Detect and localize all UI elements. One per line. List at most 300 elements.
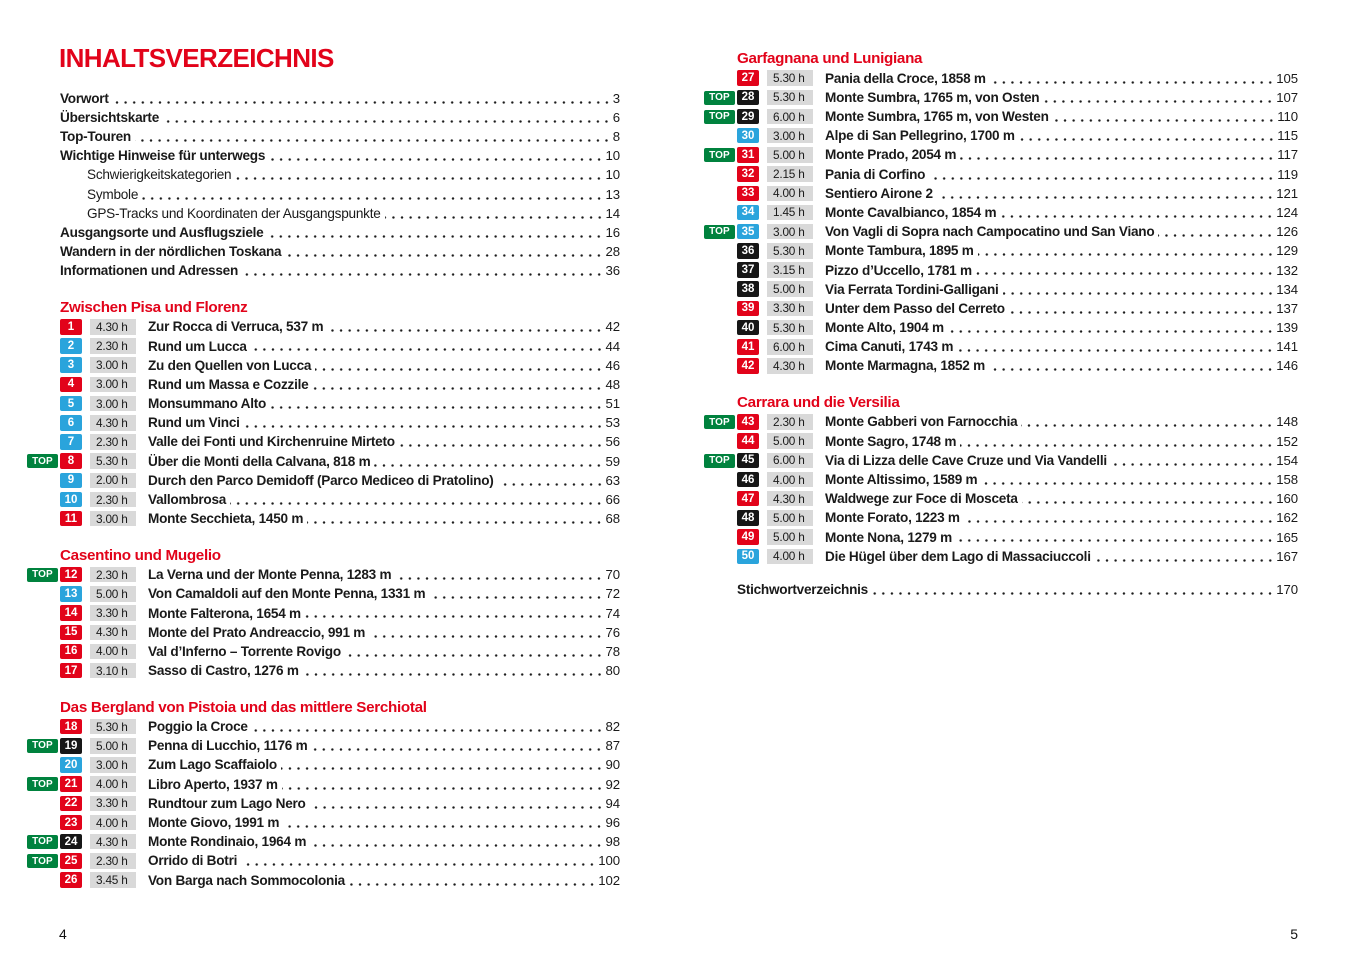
- tour-page-number: 51: [605, 396, 620, 412]
- tour-number-badge: 47: [737, 491, 759, 507]
- tour-page-number: 154: [1276, 452, 1298, 468]
- tour-title: Monte Tambura, 1895 m: [825, 243, 974, 259]
- tour-duration: 3.00 h: [90, 757, 136, 773]
- tour-number-badge: 38: [737, 281, 759, 297]
- tour-duration: 3.30 h: [767, 301, 813, 317]
- tour-duration: 4.00 h: [767, 549, 813, 565]
- tour-page-number: 139: [1276, 320, 1298, 336]
- front-matter-row: [60, 108, 620, 127]
- tour-duration: 2.15 h: [767, 166, 813, 182]
- tour-page-number: 92: [605, 776, 620, 792]
- top-tour-badge: TOP: [27, 854, 58, 868]
- tour-number-badge: 48: [737, 510, 759, 526]
- front-matter-label: Wandern in der nördlichen Toskana: [60, 244, 282, 260]
- tour-duration: 6.00 h: [767, 109, 813, 125]
- dot-leader: [1111, 462, 1274, 467]
- toc-tour-row: [737, 69, 1298, 88]
- tour-title: Waldwege zur Foce di Mosceta: [825, 491, 1018, 507]
- toc-tour-row: [60, 317, 620, 336]
- toc-tour-row: [60, 490, 620, 509]
- tour-duration: 4.00 h: [767, 472, 813, 488]
- toc-tour-row: [737, 184, 1298, 203]
- tour-duration: 5.30 h: [90, 719, 136, 735]
- dot-leader: [872, 591, 1274, 596]
- tour-duration: 2.30 h: [90, 853, 136, 869]
- toc-tour-row: [709, 451, 1298, 470]
- tour-page-number: 82: [605, 719, 620, 735]
- dot-leader: [1021, 423, 1274, 428]
- dot-leader: [142, 196, 603, 201]
- dot-leader: [960, 443, 1274, 448]
- tour-page-number: 132: [1276, 262, 1298, 278]
- top-tour-badge: TOP: [27, 454, 58, 468]
- dot-leader: [989, 367, 1274, 372]
- tour-page-number: 56: [605, 434, 620, 450]
- tour-page-number: 70: [605, 567, 620, 583]
- tour-number-badge: 31: [737, 147, 759, 163]
- dot-leader: [960, 156, 1275, 161]
- tour-duration: 6.00 h: [767, 339, 813, 355]
- front-matter-label: Informationen und Adressen: [60, 263, 239, 279]
- toc-section: [32, 546, 620, 680]
- toc-tour-row: [60, 794, 620, 813]
- toc-tour-row: [32, 565, 620, 584]
- dot-leader: [267, 234, 603, 239]
- tour-title: Sasso di Castro, 1276 m: [148, 663, 299, 679]
- tour-number-badge: 15: [60, 625, 82, 641]
- tour-duration: 5.30 h: [767, 70, 813, 86]
- index-entry-row: [737, 580, 1298, 599]
- tour-title: Val d’Inferno – Torrente Rovigo: [148, 643, 341, 659]
- tour-duration: 1.45 h: [767, 205, 813, 221]
- tour-title: Zur Rocca di Verruca, 537 m: [148, 319, 324, 335]
- toc-tour-row: [32, 832, 620, 851]
- tour-duration: 4.30 h: [90, 834, 136, 850]
- tour-page-number: 68: [605, 511, 620, 527]
- tour-page-number: 90: [605, 757, 620, 773]
- dot-leader: [281, 766, 604, 771]
- section-heading: Carrara und die Versilia: [737, 394, 900, 412]
- top-tour-badge: TOP: [704, 91, 735, 105]
- dot-leader: [310, 805, 604, 810]
- tour-number-badge: 11: [60, 511, 82, 527]
- tour-title: Orrido di Botri: [148, 853, 238, 869]
- tour-page-number: 76: [605, 624, 620, 640]
- tour-title: Monte Prado, 2054 m: [825, 147, 957, 163]
- dot-leader: [964, 519, 1275, 524]
- toc-tour-row: [709, 88, 1298, 107]
- tour-duration: 3.30 h: [90, 605, 136, 621]
- toc-tour-row: [60, 603, 620, 622]
- toc-tour-row: [60, 509, 620, 528]
- dot-leader: [252, 728, 604, 733]
- dot-leader: [395, 576, 603, 581]
- dot-leader: [270, 405, 603, 410]
- tour-duration: 2.30 h: [90, 492, 136, 508]
- dot-leader: [1158, 233, 1274, 238]
- tour-number-badge: 27: [737, 70, 759, 86]
- tour-number-badge: 7: [60, 434, 82, 450]
- tour-duration: 5.30 h: [767, 320, 813, 336]
- top-tour-badge: TOP: [27, 739, 58, 753]
- tour-duration: 5.00 h: [767, 510, 813, 526]
- dot-leader: [241, 862, 596, 867]
- tour-page-number: 148: [1276, 414, 1298, 430]
- dot-leader: [312, 386, 603, 391]
- tour-page-number: 105: [1276, 70, 1298, 86]
- tour-page-number: 102: [598, 872, 620, 888]
- tour-page-number: 78: [605, 643, 620, 659]
- toc-tour-row: [709, 412, 1298, 431]
- tour-duration: 5.00 h: [90, 738, 136, 754]
- tour-page-number: 167: [1276, 548, 1298, 564]
- tour-duration: 3.00 h: [90, 377, 136, 393]
- top-tour-badge: TOP: [704, 148, 735, 162]
- tour-page-number: 48: [605, 376, 620, 392]
- tour-page-number: 46: [605, 357, 620, 373]
- tour-page-number: 115: [1277, 128, 1298, 144]
- tour-number-badge: 50: [737, 549, 759, 565]
- dot-leader: [385, 215, 604, 220]
- toc-tour-row: [60, 813, 620, 832]
- toc-tour-row: [60, 623, 620, 642]
- tour-title: Monte Giovo, 1991 m: [148, 815, 280, 831]
- tour-title: Valle dei Fonti und Kirchenruine Mirteto: [148, 434, 395, 450]
- tour-duration: 2.00 h: [90, 473, 136, 489]
- tour-page-number: 94: [605, 795, 620, 811]
- toc-tour-row: [737, 318, 1298, 337]
- tour-number-badge: 40: [737, 320, 759, 336]
- tour-number-badge: 10: [60, 492, 82, 508]
- dot-leader: [251, 347, 604, 352]
- toc-tour-row: [60, 584, 620, 603]
- top-tour-badge: TOP: [27, 777, 58, 791]
- front-matter-row: [60, 185, 620, 204]
- toc-tour-row: [737, 260, 1298, 279]
- dot-leader: [235, 176, 603, 181]
- dot-leader: [1043, 99, 1274, 104]
- tour-page-number: 42: [605, 319, 620, 335]
- tour-title: Über die Monti della Calvana, 818 m: [148, 453, 371, 469]
- tour-page-number: 158: [1276, 472, 1298, 488]
- section-heading: Casentino und Mugelio: [60, 546, 221, 564]
- toc-left-column: [32, 89, 620, 890]
- tour-number-badge: 43: [737, 414, 759, 430]
- tour-duration: 2.30 h: [90, 434, 136, 450]
- dot-leader: [269, 157, 603, 162]
- tour-number-badge: 41: [737, 339, 759, 355]
- tour-title: Pizzo d’Uccello, 1781 m: [825, 262, 972, 278]
- tour-duration: 5.00 h: [767, 433, 813, 449]
- front-matter-label: Übersichtskarte: [60, 109, 160, 125]
- tour-number-badge: 23: [60, 815, 82, 831]
- tour-title: Monte Falterona, 1654 m: [148, 605, 301, 621]
- tour-title: Sentiero Airone 2: [825, 185, 933, 201]
- tour-number-badge: 30: [737, 128, 759, 144]
- tour-duration: 5.30 h: [90, 453, 136, 469]
- front-matter-row: [60, 165, 620, 184]
- tour-page-number: 110: [1277, 109, 1298, 125]
- front-matter-page-number: 10: [605, 167, 620, 183]
- top-tour-badge: TOP: [704, 415, 735, 429]
- tour-title: Zum Lago Scaffaiolo: [148, 757, 277, 773]
- toc-tour-row: [737, 203, 1298, 222]
- toc-tour-row: [60, 661, 620, 680]
- tour-number-badge: 6: [60, 415, 82, 431]
- page-number-right: 5: [1290, 926, 1298, 942]
- tour-title: Via di Lizza delle Cave Cruze und Via Vandelli: [825, 452, 1107, 468]
- dot-leader: [242, 272, 603, 277]
- tour-number-badge: 37: [737, 262, 759, 278]
- tour-title: Von Barga nach Sommocolonia: [148, 872, 345, 888]
- dot-leader: [283, 824, 603, 829]
- toc-tour-row: [737, 337, 1298, 356]
- tour-number-badge: 9: [60, 473, 82, 489]
- dot-leader: [349, 882, 596, 887]
- tour-number-badge: 28: [737, 90, 759, 106]
- front-matter-page-number: 10: [605, 148, 620, 164]
- toc-section: [32, 698, 620, 890]
- tour-page-number: 80: [605, 663, 620, 679]
- toc-tour-row: [737, 547, 1298, 566]
- tour-duration: 3.00 h: [767, 224, 813, 240]
- tour-number-badge: 24: [60, 834, 82, 850]
- index-entry-label: Stichwortverzeichnis: [737, 581, 868, 597]
- dot-leader: [135, 138, 611, 143]
- toc-tour-row: [32, 851, 620, 870]
- tour-title: Libro Aperto, 1937 m: [148, 776, 278, 792]
- tour-title: Monsummano Alto: [148, 396, 267, 412]
- tour-title: Monte Altissimo, 1589 m: [825, 472, 978, 488]
- tour-page-number: 134: [1276, 281, 1298, 297]
- dot-leader: [327, 328, 603, 333]
- tour-title: Von Camaldoli auf den Monte Penna, 1331 m: [148, 586, 426, 602]
- tour-number-badge: 29: [737, 109, 759, 125]
- tour-number-badge: 42: [737, 358, 759, 374]
- top-tour-badge: TOP: [27, 835, 58, 849]
- tour-page-number: 72: [605, 586, 620, 602]
- tour-page-number: 87: [605, 738, 620, 754]
- tour-duration: 4.00 h: [90, 815, 136, 831]
- tour-number-badge: 32: [737, 166, 759, 182]
- toc-tour-row: [737, 489, 1298, 508]
- front-matter-row: [60, 261, 620, 280]
- toc-tour-row: [60, 413, 620, 432]
- tour-duration: 3.00 h: [90, 396, 136, 412]
- tour-title: La Verna und der Monte Penna, 1283 m: [148, 567, 392, 583]
- tour-page-number: 59: [605, 453, 620, 469]
- tour-number-badge: 17: [60, 663, 82, 679]
- tour-duration: 3.30 h: [90, 796, 136, 812]
- dot-leader: [1019, 137, 1276, 142]
- front-matter-page-number: 28: [605, 244, 620, 260]
- tour-number-badge: 44: [737, 433, 759, 449]
- toc-tour-row: [737, 508, 1298, 527]
- tour-title: Monte Sagro, 1748 m: [825, 433, 957, 449]
- tour-page-number: 53: [605, 415, 620, 431]
- tour-title: Monte del Prato Andreaccio, 991 m: [148, 624, 366, 640]
- tour-duration: 2.30 h: [90, 338, 136, 354]
- toc-tour-row: [737, 126, 1298, 145]
- dot-leader: [937, 195, 1274, 200]
- front-matter-row: [60, 242, 620, 261]
- dot-leader: [957, 348, 1274, 353]
- dot-leader: [948, 329, 1274, 334]
- tour-page-number: 129: [1276, 243, 1298, 259]
- tour-duration: 5.00 h: [767, 147, 813, 163]
- tour-number-badge: 4: [60, 377, 82, 393]
- top-tour-badge: TOP: [704, 110, 735, 124]
- dot-leader: [230, 501, 603, 506]
- dot-leader: [429, 595, 603, 600]
- tour-number-badge: 1: [60, 319, 82, 335]
- dot-leader: [1095, 558, 1275, 563]
- dot-leader: [1053, 118, 1276, 123]
- toc-section: [709, 49, 1298, 375]
- tour-duration: 3.10 h: [90, 663, 136, 679]
- tour-title: Poggio la Croce: [148, 719, 248, 735]
- tour-title: Monte Nona, 1279 m: [825, 529, 952, 545]
- toc-tour-row: [737, 165, 1298, 184]
- tour-duration: 4.00 h: [90, 644, 136, 660]
- tour-duration: 5.00 h: [767, 529, 813, 545]
- tour-title: Monte Forato, 1223 m: [825, 510, 960, 526]
- toc-tour-row: [737, 527, 1298, 546]
- toc-tour-row: [32, 775, 620, 794]
- tour-title: Penna di Lucchio, 1176 m: [148, 738, 308, 754]
- tour-duration: 2.30 h: [767, 414, 813, 430]
- tour-number-badge: 13: [60, 586, 82, 602]
- tour-title: Durch den Parco Demidoff (Parco Mediceo di Pratolino): [148, 472, 494, 488]
- top-tour-badge: TOP: [704, 454, 735, 468]
- tour-duration: 4.30 h: [90, 319, 136, 335]
- front-matter-page-number: 14: [605, 205, 620, 221]
- toc-tour-row: [32, 452, 620, 471]
- dot-leader: [244, 424, 604, 429]
- toc-tour-row: [737, 299, 1298, 318]
- toc-tour-row: [60, 717, 620, 736]
- tour-duration: 5.30 h: [767, 90, 813, 106]
- toc-tour-row: [60, 755, 620, 774]
- toc-tour-row: [60, 394, 620, 413]
- toc-tour-row: [60, 356, 620, 375]
- tour-title: Monte Cavalbianco, 1854 m: [825, 204, 997, 220]
- dot-leader: [315, 367, 603, 372]
- front-matter-row: [60, 223, 620, 242]
- front-matter-page-number: 36: [605, 263, 620, 279]
- tour-page-number: 165: [1276, 529, 1298, 545]
- tour-title: Monte Secchieta, 1450 m: [148, 511, 304, 527]
- dot-leader: [310, 843, 603, 848]
- tour-number-badge: 39: [737, 301, 759, 317]
- tour-number-badge: 14: [60, 605, 82, 621]
- tour-number-badge: 18: [60, 719, 82, 735]
- tour-duration: 3.00 h: [767, 128, 813, 144]
- index-entry-page-number: 170: [1276, 581, 1298, 597]
- tour-title: Rund um Vinci: [148, 415, 240, 431]
- tour-page-number: 66: [605, 492, 620, 508]
- tour-page-number: 146: [1276, 358, 1298, 374]
- tour-duration: 4.30 h: [90, 415, 136, 431]
- front-matter-label: Ausgangsorte und Ausflugsziele: [60, 225, 264, 240]
- tour-title: Rund um Lucca: [148, 338, 247, 354]
- toc-tour-row: [60, 375, 620, 394]
- dot-leader: [1009, 310, 1274, 315]
- tour-page-number: 74: [605, 605, 620, 621]
- tour-title: Von Vagli di Sopra nach Campocatino und San Viano: [825, 224, 1155, 240]
- section-heading: Zwischen Pisa und Florenz: [60, 299, 248, 317]
- tour-page-number: 162: [1276, 510, 1298, 526]
- dot-leader: [369, 634, 603, 639]
- tour-number-badge: 46: [737, 472, 759, 488]
- tour-page-number: 126: [1276, 224, 1298, 240]
- tour-page-number: 141: [1276, 339, 1298, 355]
- tour-page-number: 63: [605, 472, 620, 488]
- toc-tour-row: [709, 145, 1298, 164]
- tour-number-badge: 22: [60, 796, 82, 812]
- tour-number-badge: 5: [60, 396, 82, 412]
- dot-leader: [113, 100, 611, 105]
- tour-number-badge: 36: [737, 243, 759, 259]
- dot-leader: [282, 786, 604, 791]
- toc-tour-row: [32, 736, 620, 755]
- tour-duration: 3.00 h: [90, 511, 136, 527]
- tour-title: Via Ferrata Tordini-Galligani: [825, 281, 999, 297]
- toc-right-column: [709, 49, 1298, 598]
- toc-tour-row: [737, 432, 1298, 451]
- tour-number-badge: 16: [60, 644, 82, 660]
- tour-number-badge: 35: [737, 224, 759, 240]
- tour-title: Vallombrosa: [148, 492, 227, 508]
- tour-title: Monte Gabberi von Farnocchia: [825, 414, 1018, 430]
- tour-page-number: 152: [1276, 433, 1298, 449]
- toc-tour-row: [709, 107, 1298, 126]
- front-matter-label: Top-Touren: [60, 129, 131, 145]
- tour-number-badge: 26: [60, 872, 82, 888]
- dot-leader: [1022, 500, 1275, 505]
- dot-leader: [1003, 291, 1275, 296]
- front-matter-row: [60, 146, 620, 165]
- tour-title: Monte Sumbra, 1765 m, von Westen: [825, 109, 1049, 125]
- toc-tour-row: [60, 871, 620, 890]
- tour-number-badge: 34: [737, 205, 759, 221]
- tour-duration: 4.30 h: [90, 625, 136, 641]
- toc-tour-row: [60, 471, 620, 490]
- tour-title: Alpe di San Pellegrino, 1700 m: [825, 128, 1015, 144]
- tour-duration: 2.30 h: [90, 567, 136, 583]
- dot-leader: [976, 271, 1274, 276]
- front-matter-label: Wichtige Hinweise für unterwegs: [60, 148, 266, 164]
- tour-duration: 4.30 h: [767, 491, 813, 507]
- tour-title: Monte Sumbra, 1765 m, von Osten: [825, 89, 1040, 105]
- toc-tour-row: [60, 642, 620, 661]
- dot-leader: [311, 747, 603, 752]
- tour-duration: 4.00 h: [90, 776, 136, 792]
- tour-number-badge: 45: [737, 453, 759, 469]
- dot-leader: [990, 80, 1275, 85]
- front-matter-label: Schwierigkeitskategorien: [87, 167, 232, 183]
- tour-number-badge: 12: [60, 567, 82, 583]
- tour-number-badge: 3: [60, 357, 82, 373]
- tour-title: Monte Marmagna, 1852 m: [825, 358, 985, 374]
- tour-duration: 5.00 h: [90, 586, 136, 602]
- dot-leader: [307, 520, 603, 525]
- tour-title: Cima Canuti, 1743 m: [825, 339, 954, 355]
- tour-title: Pania di Corfino: [825, 166, 926, 182]
- dot-leader: [956, 538, 1274, 543]
- dot-leader: [399, 443, 604, 448]
- tour-duration: 6.00 h: [767, 453, 813, 469]
